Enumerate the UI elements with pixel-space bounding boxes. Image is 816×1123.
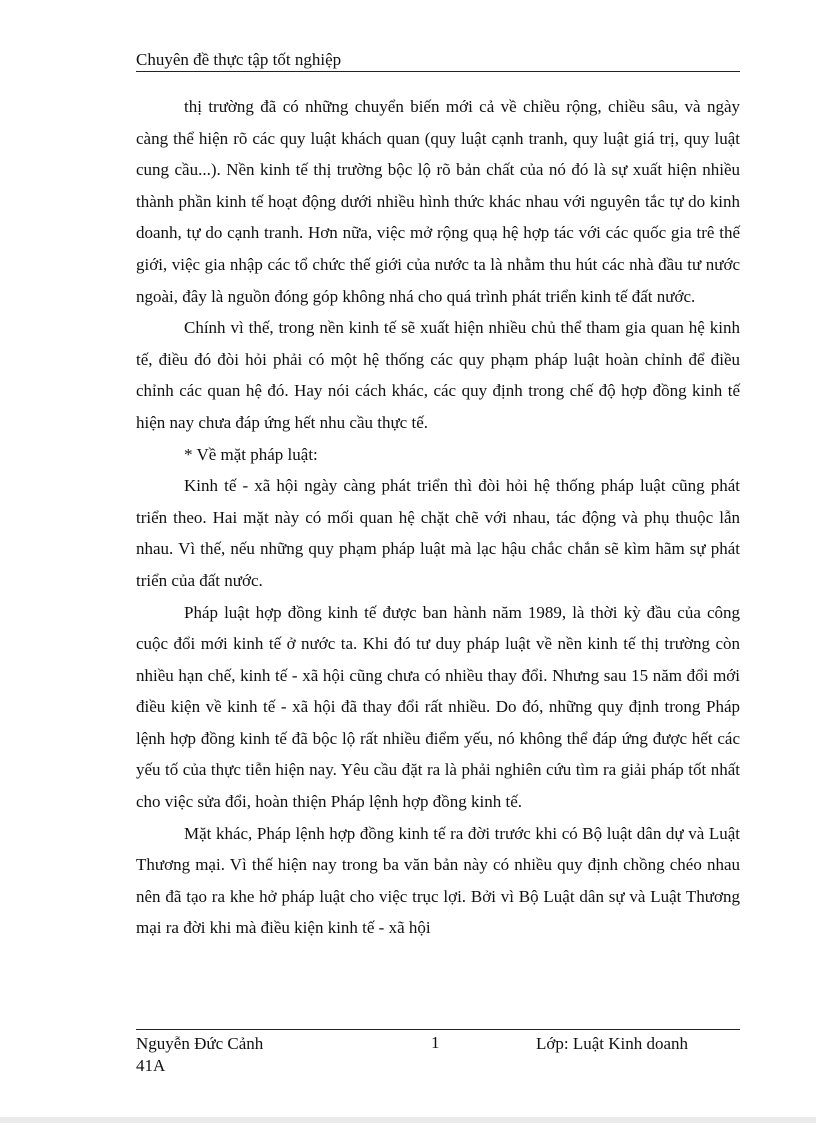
document-body — [136, 91, 740, 944]
footer-course: Lớp: Luật Kinh doanh — [536, 1034, 689, 1053]
paragraph: Kinh tế - xã hội ngày càng phát triển thì đòi hỏi hệ thống pháp luật cũng phát triển theo. Hai mặt này có mối quan hệ chặt chẽ với nhau, tác động và phụ thuộc lẫn nhau. Vì thế, nếu những quy phạm pháp luật mà lạc hậu chắc chắn sẽ kìm hãm sự phát triển của đất nước. — [136, 476, 740, 590]
footer-class-code: 41A — [136, 1056, 166, 1075]
paragraph: Mặt khác, Pháp lệnh hợp đồng kinh tế ra đời trước khi có Bộ luật dân dự và Luật Thương mại. Vì thế hiện nay trong ba văn bản này có nhiều quy định chồng chéo nhau nên đã tạo ra khe hở pháp luật cho việc trục lợi. Bởi vì Bộ Luật dân sự và Luật Thương mại ra đời khi mà điều kiện kinh tế - xã hội — [136, 823, 740, 938]
paragraph: Pháp luật hợp đồng kinh tế được ban hành năm 1989, là thời kỳ đầu của công cuộc đổi mới kinh tế ở nước ta. Khi đó tư duy pháp luật về nền kinh tế thị trường còn nhiều hạn chế, kinh tế - xã hội cũng chưa có nhiều thay đổi. Nhưng sau 15 năm đổi mới điều kiện về kinh tế - xã hội đã thay đổi rất nhiều. Do đó, những quy định trong Pháp lệnh hợp đồng kinh tế đã bộc lộ rất nhiều điểm yếu, nó không thể đáp ứng được hết các yếu tố của thực tiễn hiện nay. Yêu cầu đặt ra là phải nghiên cứu tìm ra giải pháp tốt nhất cho việc sửa đổi, hoàn thiện Pháp lệnh hợp đồng kinh tế. — [136, 602, 740, 812]
paragraph: Chính vì thế, trong nền kinh tế sẽ xuất hiện nhiều chủ thể tham gia quan hệ kinh tế, điều đó đòi hỏi phải có một hệ thống các quy phạm pháp luật hoàn chỉnh để điều chỉnh các quan hệ đó. Hay nói cách khác, các quy định trong chế độ hợp đồng kinh tế hiện nay chưa đáp ứng hết nhu cầu thực tế. — [136, 318, 740, 432]
footer-author: Nguyễn Đức Cảnh — [136, 1034, 264, 1053]
header-divider — [136, 71, 740, 72]
footer-divider — [136, 1029, 740, 1030]
paragraph: thị trường đã có những chuyển biến mới cả về chiều rộng, chiều sâu, và ngày càng thể hiện rõ các quy luật khách quan (quy luật cạnh tranh, quy luật giá trị, quy luật cung cầu...). Nền kinh tế thị trường bộc lộ rõ bản chất của nó đó là sự xuất hiện nhiều thành phần kinh tế hoạt động dưới nhiều hình thức khác nhau với nguyên tắc tự do kinh doanh, tự do cạnh tranh. Hơn nữa, việc mở rộng quạ hệ hợp tác với các quốc gia trê thế giới, việc gia nhập các tổ chức thế giới của nước ta là nhằm thu hút các nhà đầu tư nước ngoài, đây là nguồn đóng góp không nhá cho quá trình phát triển kinh tế đất nước. — [136, 97, 740, 306]
section-heading: * Về mặt pháp luật: — [184, 444, 318, 464]
page-header-title: Chuyên đề thực tập tốt nghiệp — [136, 50, 342, 69]
page-number: 1 — [431, 1033, 440, 1052]
page-bottom-edge — [0, 1117, 816, 1123]
